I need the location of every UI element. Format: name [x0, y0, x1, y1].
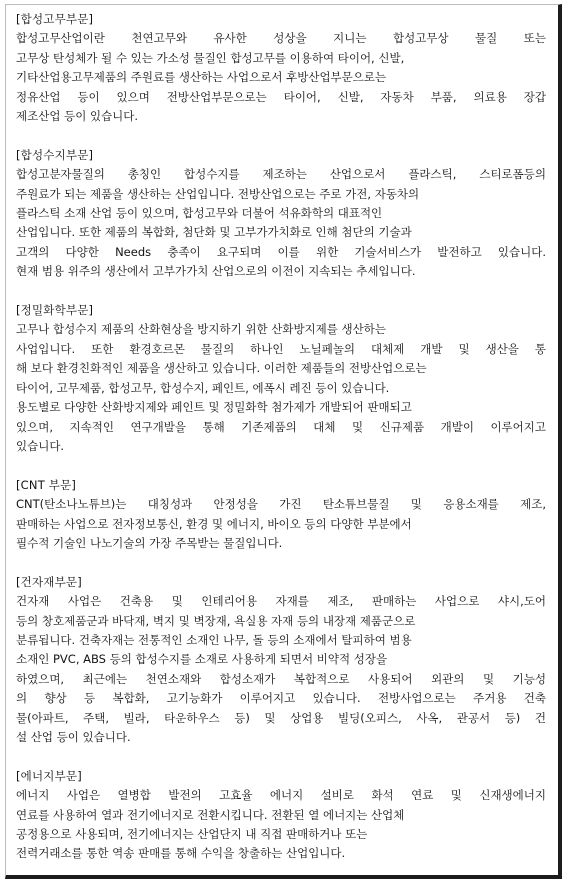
paragraph-line: 소재인 PVC, ABS 등의 합성수지를 소재로 사용하게 되면서 비약적 성장을: [16, 652, 388, 667]
section-title: [합성고무부문]: [16, 12, 94, 26]
paragraph-line: 분류됩니다. 건축자재는 전통적인 소재인 나무, 돌 등의 소재에서 탈피하여 범용: [16, 632, 412, 647]
paragraph-line: 있습니다.: [16, 438, 65, 453]
paragraph-line: 건자재 사업은 건축용 및 인테리어용 자재를 제조, 판매하는 사업으로 샤시,도어: [16, 594, 546, 609]
paragraph-line: 플라스틱 소재 산업 등이 있으며, 합성고무와 더불어 석유화학의 대표적인: [16, 206, 383, 221]
paragraph-line: 필수적 기술인 나노기술의 가장 주목받는 물질입니다.: [16, 535, 283, 550]
paragraph-line: 고무상 탄성체가 될 수 있는 가소성 물질인 합성고무를 이용하여 타이어, 신발,: [16, 50, 405, 65]
paragraph-line: 사업입니다. 또한 환경호르몬 물질의 하나인 노닐페놀의 대체제 개발 및 생산을 통: [16, 341, 546, 356]
section-title: [정밀화학부문]: [16, 303, 94, 318]
paragraph-line: 등의 창호제품군과 바닥재, 벽지 및 벽장재, 욕실용 자재 등의 내장재 제품군으로: [16, 613, 416, 628]
section-building-materials: [16, 573, 546, 748]
paragraph-line: 제조산업 등이 있습니다.: [16, 109, 139, 124]
paragraph-line: 있으며, 지속적인 연구개발을 통해 기존제품의 대체 및 신규제품 개발이 이루어지고: [16, 419, 546, 434]
paragraph-line: 현재 범용 위주의 생산에서 고부가가치 산업으로의 이전이 지속되는 추세입니다.: [16, 264, 416, 279]
section-fine-chemicals: [16, 301, 546, 456]
paragraph-line: 합성고분자물질의 총칭인 합성수지를 제조하는 산업으로서 플라스틱, 스티로폼등의: [16, 167, 546, 182]
paragraph-line: 합성고무산업이란 천연고무와 유사한 성상을 지니는 합성고무상 물질 또는: [16, 31, 546, 46]
paragraph-line: 주원료가 되는 제품을 생산하는 산업입니다. 전방산업으로는 주로 가전, 자동차의: [16, 186, 420, 201]
business-description-document: [16, 10, 546, 883]
section-title: [에너지부문]: [16, 768, 82, 783]
paragraph-line: 에너지 사업은 열병합 발전의 고효율 에너지 설비로 화석 연료 및 신재생에너지: [16, 788, 546, 803]
paragraph-line: 판매하는 사업으로 전자정보통신, 환경 및 에너지, 바이오 등의 다양한 부분에서: [16, 516, 412, 531]
paragraph-line: CNT(탄소나노튜브)는 대칭성과 안정성을 가진 탄소튜브물질 및 응용소재를 제조,: [16, 497, 546, 512]
paragraph-line: 전력거래소를 통한 역송 판매를 통해 수익을 창출하는 산업입니다.: [16, 846, 346, 861]
paragraph-line: 기타산업용고무제품의 주원료를 생산하는 사업으로서 후방산업부문으로는: [16, 70, 387, 85]
paragraph-line: 물(아파트, 주택, 빌라, 타운하우스 등) 및 상업용 빌딩(오피스, 사옥, 관공서 등) 건: [16, 710, 546, 725]
paragraph-line: 산업입니다. 또한 제품의 복합화, 첨단화 및 고부가가치화로 인해 첨단의 기술과: [16, 225, 412, 240]
section-title: [합성수지부문]: [16, 147, 94, 162]
section-synthetic-rubber: [16, 10, 546, 126]
section-cnt: [16, 476, 546, 554]
paragraph-line: 의 향상 등 복합화, 고기능화가 이루어지고 있습니다. 전방사업으로는 주거용 건축: [16, 691, 546, 706]
section-title: [CNT 부문]: [16, 477, 77, 492]
paragraph-line: 공정용으로 사용되며, 전기에너지는 산업단지 내 직접 판매하거나 또는: [16, 826, 368, 841]
paragraph-line: 용도별로 다양한 산화방지제와 페인트 및 정밀화학 첨가제가 개발되어 판매되고: [16, 400, 412, 415]
section-energy: [16, 767, 546, 864]
paragraph-line: 연료를 사용하여 열과 전기에너지로 전환시킵니다. 전환된 열 에너지는 산업체: [16, 807, 405, 822]
paragraph-line: 고객의 다양한 Needs 충족이 요구되며 이를 위한 기술서비스가 발전하고 있습니다.: [16, 244, 546, 259]
paragraph-line: 하였으며, 최근에는 천연소재와 합성소재가 복합적으로 사용되어 외관의 및 기능성: [16, 671, 546, 686]
section-title: [건자재부문]: [16, 574, 82, 589]
paragraph-line: 정유산업 등이 있으며 전방산업부문으로는 타이어, 신발, 자동차 부품, 의료용 장갑: [16, 89, 546, 104]
paragraph-line: 설 산업 등이 있습니다.: [16, 729, 131, 744]
paragraph-line: 타이어, 고무제품, 합성고무, 합성수지, 페인트, 에폭시 레진 등이 있습니다.: [16, 380, 390, 395]
paragraph-line: 고무나 합성수지 제품의 산화현상을 방지하기 위한 산화방지제를 생산하는: [16, 322, 386, 337]
section-synthetic-resin: [16, 146, 546, 282]
paragraph-line: 해 보다 환경친화적인 제품을 생산하고 있습니다. 이러한 제품들의 전방산업으로는: [16, 361, 427, 376]
